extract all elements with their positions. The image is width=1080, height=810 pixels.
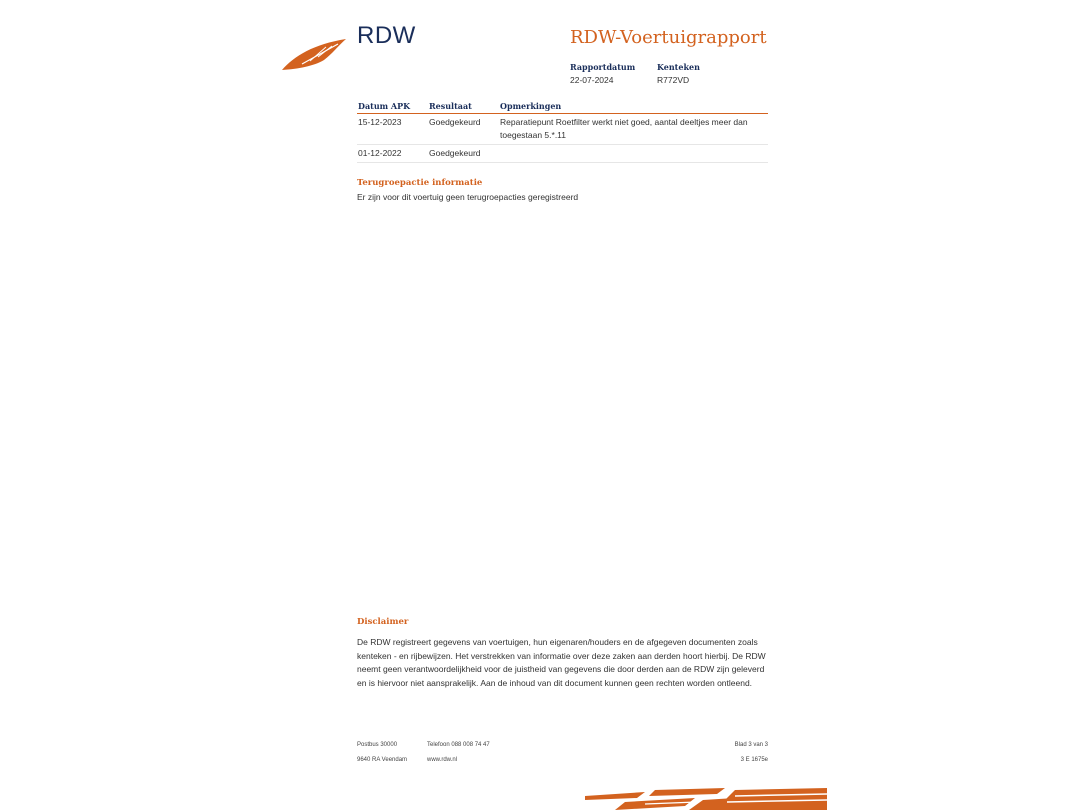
footer-city: 9640 RA Veendam xyxy=(357,757,408,763)
apk-date-cell: 01-12-2022 xyxy=(357,145,428,163)
document-title: RDW-Voertuigrapport xyxy=(570,27,767,48)
apk-date-cell: 15-12-2023 xyxy=(357,114,428,145)
column-header-remarks: Opmerkingen xyxy=(499,100,768,114)
plate-label: Kenteken xyxy=(657,62,700,72)
footer-document-code: 3 E 1675e xyxy=(740,757,768,763)
apk-history-table xyxy=(357,100,768,163)
table-row xyxy=(357,114,768,145)
apk-remarks-cell xyxy=(499,145,768,163)
recall-text: Er zijn voor dit voertuig geen terugroepacties geregistreerd xyxy=(357,192,579,202)
logo-text: RDW xyxy=(357,22,416,49)
footer-page-number: Blad 3 van 3 xyxy=(734,742,768,748)
table-header-row xyxy=(357,100,768,114)
column-header-date: Datum APK xyxy=(357,100,428,114)
report-date-value: 22-07-2024 xyxy=(570,75,614,85)
orange-speed-stripes-icon xyxy=(585,788,827,810)
footer-phone: Telefoon 088 008 74 47 xyxy=(427,742,490,748)
table-row xyxy=(357,145,768,163)
disclaimer-heading: Disclaimer xyxy=(357,617,409,627)
footer-website-link[interactable]: www.rdw.nl xyxy=(427,757,458,763)
recall-heading: Terugroepactie informatie xyxy=(357,178,483,188)
footer-po-box: Postbus 30000 xyxy=(357,742,398,748)
apk-remarks-cell: Reparatiepunt Roetfilter werkt niet goed, aantal deeltjes meer dan toegestaan 5.*.11 xyxy=(499,114,768,145)
rdw-feather-logo-icon xyxy=(280,36,348,72)
apk-result-cell: Goedgekeurd xyxy=(428,145,499,163)
disclaimer-text: De RDW registreert gegevens van voertuigen, hun eigenaren/houders en de afgegeven documenten zoals kenteken - en rijbewijzen. Het verstrekken van informatie over deze zaken aan derden hoort hierbij. De RDW neemt geen verantwoordelijkheid voor de juistheid van gegevens die door derden aan de RDW zijn geleverd en is hiervoor niet aansprakelijk. Aan de inhoud van dit document kunnen geen rechten worden ontleend. xyxy=(357,637,766,688)
column-header-result: Resultaat xyxy=(428,100,499,114)
report-date-label: Rapportdatum xyxy=(570,62,636,72)
apk-result-cell: Goedgekeurd xyxy=(428,114,499,145)
plate-value: R772VD xyxy=(657,75,690,85)
